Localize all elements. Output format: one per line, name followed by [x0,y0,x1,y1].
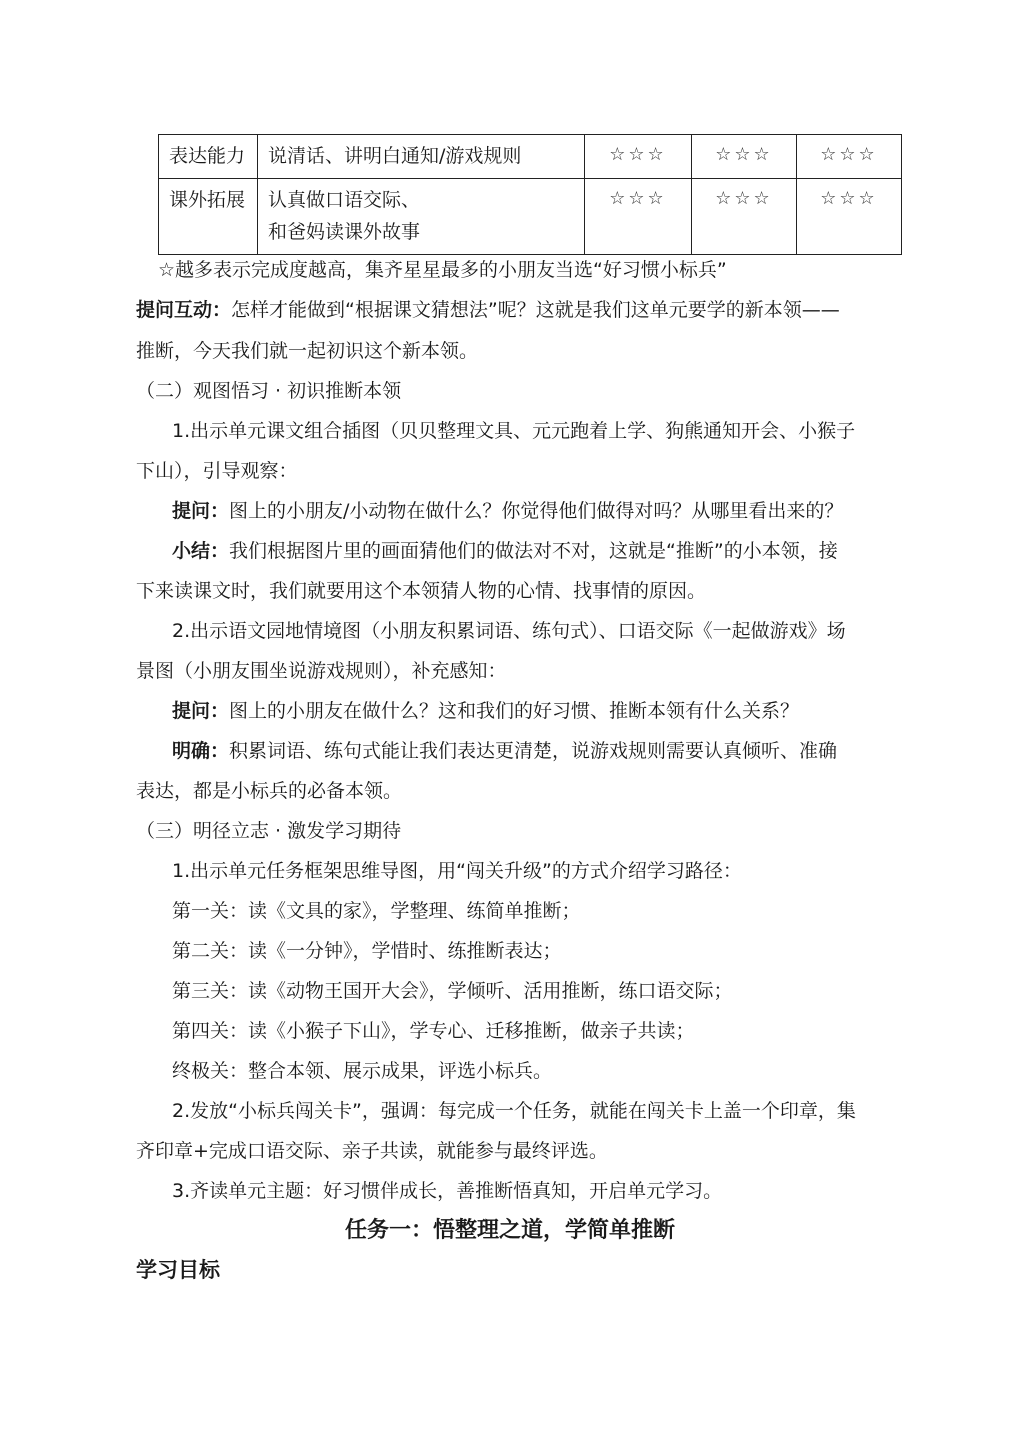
table-cell-rating [692,179,797,255]
level-item: 第三关：读《动物王国开大会》，学倾听、活用推断，练口语交际； [172,980,733,1002]
section-2-item-1-cont: 下山），引导观察： [136,460,298,482]
task-title: 任务一：悟整理之道，学简单推断 [344,1218,675,1243]
learning-goals-heading: 学习目标 [136,1258,220,1282]
section-3-item-2-cont: 齐印章+完成口语交际、亲子共读，就能参与最终评选。 [136,1140,608,1162]
table-cell-rating [585,179,692,255]
intro-paragraph-cont: 推断，今天我们就一起初识这个新本领。 [136,340,479,362]
table-row [159,179,902,255]
level-item: 第一关：读《文具的家》，学整理、练简单推断； [172,900,581,922]
star-rating: ☆☆☆ [820,144,878,165]
section-2-item-2: 2.出示语文园地情境图（小朋友积累词语、练句式）、口语交际《一起做游戏》场 [172,620,846,642]
star-rating: ☆☆☆ [609,144,667,165]
section-2-title: （二）观图悟习 · 初识推断本领 [136,380,402,402]
section-2-item-2-cont: 景图（小朋友围坐说游戏规则），补充感知： [136,660,507,682]
table-cell-rating [797,179,902,255]
level-item: 第四关：读《小猴子下山》，学专心、迁移推断，做亲子共读； [172,1020,695,1042]
level-item: 第二关：读《一分钟》，学惜时、练推断表达； [172,940,562,962]
section-3-item-2: 2.发放“小标兵闯关卡”，强调：每完成一个任务，就能在闯关卡上盖一个印章，集 [172,1100,856,1122]
clarification: 明确：积累词语、练句式能让我们表达更清楚，说游戏规则需要认真倾听、准确 [172,740,838,762]
evaluation-table [158,134,902,255]
level-item: 终极关：整合本领、展示成果，评选小标兵。 [172,1060,553,1082]
section-3-title: （三）明径立志 · 激发学习期待 [136,820,402,842]
star-rating: ☆☆☆ [820,188,878,209]
section-2-item-1: 1.出示单元课文组合插图（贝贝整理文具、元元跑着上学、狗熊通知开会、小猴子 [172,420,856,442]
star-rating: ☆☆☆ [609,188,667,209]
section-3-item-3: 3.齐读单元主题：好习惯伴成长，善推断悟真知，开启单元学习。 [172,1180,723,1202]
star-rating: ☆☆☆ [715,188,773,209]
table-cell-rating [797,135,902,179]
summary-1-cont: 下来读课文时，我们就要用这个本领猜人物的心情、找事情的原因。 [136,580,707,602]
table-cell-category: 课外拓展 [159,179,258,255]
table-note: ☆越多表示完成度越高，集齐星星最多的小朋友当选“好习惯小标兵” [158,259,727,281]
intro-paragraph: 提问互动：怎样才能做到“根据课文猜想法”呢？这就是我们这单元要学的新本领—— [136,299,840,321]
star-rating: ☆☆☆ [715,144,773,165]
intro-label: 提问互动： [136,299,232,321]
table-cell-rating [585,135,692,179]
summary-1: 小结：我们根据图片里的画面猜他们的做法对不对，这就是“推断”的小本领，接 [172,540,838,562]
table-cell-rating [692,135,797,179]
question-2: 提问：图上的小朋友在做什么？这和我们的好习惯、推断本领有什么关系？ [172,700,800,722]
question-1: 提问：图上的小朋友/小动物在做什么？你觉得他们做得对吗？从哪里看出来的？ [172,500,844,522]
table-row [159,135,902,179]
table-cell-category: 表达能力 [159,135,258,179]
section-3-item-1: 1.出示单元任务框架思维导图，用“闯关升级”的方式介绍学习路径： [172,860,742,882]
table-cell-content: 说清话、讲明白通知/游戏规则 [258,135,585,179]
table-cell-content: 认真做口语交际、 和爸妈读课外故事 [258,179,585,255]
clarification-cont: 表达，都是小标兵的必备本领。 [136,780,403,802]
